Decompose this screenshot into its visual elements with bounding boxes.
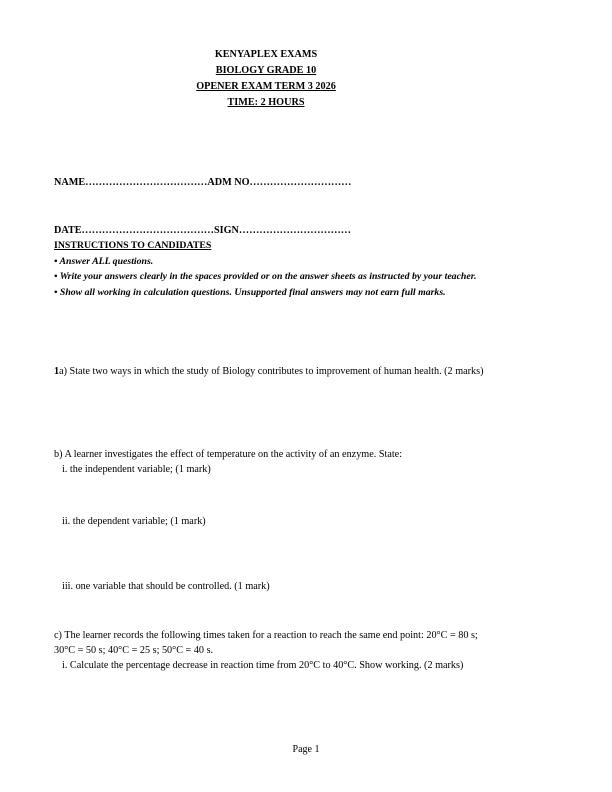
question-1b-i: i. the independent variable; (1 mark) — [62, 464, 211, 475]
question-1a — [54, 364, 484, 379]
question-1b — [54, 447, 402, 477]
question-1b-text: b) A learner investigates the effect of temperature on the activity of an enzyme. State: — [54, 449, 403, 460]
page-number: Page 1 — [292, 744, 320, 755]
question-1b-iii-block — [54, 579, 270, 594]
instruction-item: • Show all working in calculation questions. Unsupported final answers may not earn full marks. — [54, 286, 446, 298]
question-1c-line-1: c) The learner records the following times taken for a reaction to reach the same end point: 20°C = 80 s; — [54, 630, 478, 641]
subject-title: BIOLOGY GRADE 10 — [215, 65, 317, 76]
question-1c — [54, 628, 478, 673]
question-1b-ii-block — [54, 514, 206, 529]
instructions-section — [54, 238, 476, 300]
school-name: KENYAPLEX EXAMS — [214, 49, 318, 60]
exam-header — [0, 47, 532, 111]
question-number: 1 — [54, 366, 60, 377]
instruction-item: • Write your answers clearly in the spaces provided or on the answer sheets as instructed by your teacher. — [54, 271, 477, 282]
instructions-title: INSTRUCTIONS TO CANDIDATES — [54, 240, 212, 251]
date-sign-line: DATE…………………………………SIGN…………………………… — [54, 225, 351, 236]
question-1c-line-2: 30°C = 50 s; 40°C = 25 s; 50°C = 40 s. — [54, 645, 214, 656]
instruction-item: • Answer ALL questions. — [54, 255, 154, 267]
exam-title: OPENER EXAM TERM 3 2026 — [196, 81, 336, 92]
question-1a-text: a) State two ways in which the study of Biology contributes to improvement of human health. (2 marks) — [59, 366, 484, 377]
question-1b-ii: ii. the dependent variable; (1 mark) — [62, 516, 206, 527]
exam-duration: TIME: 2 HOURS — [227, 97, 305, 108]
name-adm-line: NAME………………………………ADM NO………………………… — [54, 177, 352, 188]
question-1b-iii: iii. one variable that should be controlled. (1 mark) — [62, 581, 270, 592]
question-1c-i: i. Calculate the percentage decrease in reaction time from 20°C to 40°C. Show working. (2 marks) — [62, 660, 464, 671]
